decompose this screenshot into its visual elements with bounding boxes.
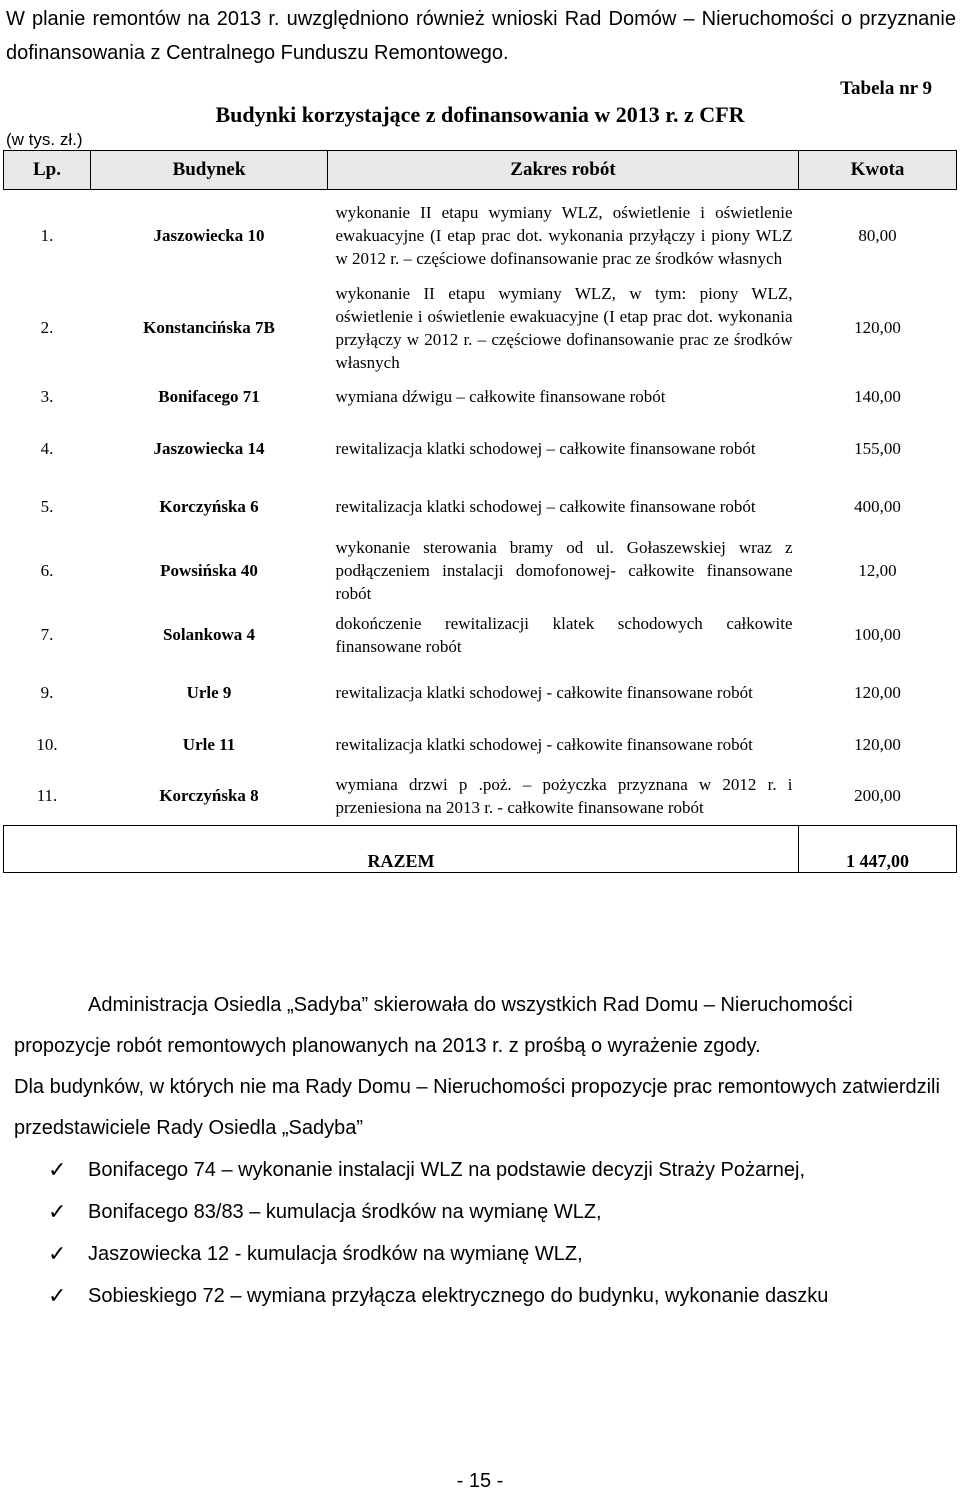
header-amount: Kwota — [799, 151, 957, 190]
total-label: RAZEM — [4, 826, 799, 873]
row-amount: 140,00 — [854, 386, 901, 406]
table-title: Budynki korzystające z dofinansowania w 2013 r. z CFR — [215, 102, 745, 127]
row-scope: rewitalizacja klatki schodowej - całkowite finansowane robót — [335, 735, 753, 754]
row-building: Urle 9 — [186, 682, 232, 702]
row-scope: rewitalizacja klatki schodowej - całkowite finansowane robót — [335, 683, 753, 702]
total-row — [4, 826, 957, 873]
row-lp: 7. — [40, 624, 54, 644]
row-scope: wymiana dźwigu – całkowite finansowane robót — [335, 387, 666, 406]
row-lp: 9. — [40, 682, 54, 702]
row-scope: dokończenie rewitalizacji klatek schodowych całkowite finansowane robót — [335, 613, 793, 656]
checklist-text: Bonifacego 83/83 – kumulacja środków na wymianę WLZ, — [88, 1201, 602, 1223]
row-building: Powsińska 40 — [160, 560, 258, 580]
checklist-text: Sobieskiego 72 – wymiana przyłącza elektrycznego do budynku, wykonanie daszku — [88, 1285, 829, 1307]
table-header-row — [4, 151, 957, 190]
row-lp: 6. — [40, 560, 54, 580]
row-lp: 1. — [40, 225, 54, 245]
table-row — [4, 478, 957, 536]
row-amount: 155,00 — [854, 438, 901, 458]
table-body — [4, 190, 957, 826]
row-building: Jaszowiecka 14 — [153, 438, 265, 458]
row-building: Korczyńska 8 — [159, 786, 259, 806]
row-building: Solankowa 4 — [162, 624, 256, 644]
row-amount: 12,00 — [858, 560, 897, 580]
row-scope: wykonanie sterowania bramy od ul. Gołaszewskiej wraz z podłączeniem instalacji domofonowej- całkowite finansowane robót — [335, 538, 793, 603]
paragraph-approval: Dla budynków, w których nie ma Rady Domu – Nieruchomości propozycje prac remontowych zatwierdzili przedstawiciele Rady Osiedla „Sadyba” — [14, 1076, 940, 1139]
row-amount: 80,00 — [858, 225, 897, 245]
unit-label: (w tys. zł.) — [6, 130, 83, 149]
table-row — [4, 606, 957, 664]
row-building: Korczyńska 6 — [159, 496, 259, 516]
paragraph-administration: Administracja Osiedla „Sadyba” skierowała do wszystkich Rad Domu – Nieruchomości propozycje robót remontowych planowanych na 2013 r. z prośbą o wyrażenie zgody. — [14, 994, 853, 1057]
row-scope: wykonanie II etapu wymiany WLZ, oświetlenie i oświetlenie ewakuacyjne (I etap prac dot. wykonania przyłączy i piony WLZ w 2012 r. – częściowe dofinansowanie prac ze środków własnych — [335, 203, 793, 269]
header-scope: Zakres robót — [328, 151, 799, 190]
table-row — [4, 190, 957, 282]
table-row — [4, 536, 957, 606]
row-building: Urle 11 — [182, 734, 236, 754]
check-icon: ✓ — [48, 1283, 67, 1308]
row-lp: 11. — [36, 786, 58, 806]
row-lp: 10. — [36, 734, 58, 754]
table-row — [4, 374, 957, 420]
row-scope: rewitalizacja klatki schodowej – całkowite finansowane robót — [335, 439, 756, 458]
row-amount: 120,00 — [854, 682, 901, 702]
check-icon: ✓ — [48, 1241, 67, 1266]
total-amount: 1 447,00 — [799, 826, 957, 873]
checklist — [14, 1149, 954, 1317]
row-lp: 3. — [40, 386, 54, 406]
checklist-item — [14, 1233, 954, 1275]
checklist-text: Jaszowiecka 12 - kumulacja środków na wymianę WLZ, — [88, 1243, 583, 1265]
checklist-item — [14, 1275, 954, 1317]
checklist-item — [14, 1191, 954, 1233]
funding-table — [3, 150, 957, 873]
table-row — [4, 420, 957, 478]
row-scope: rewitalizacja klatki schodowej – całkowite finansowane robót — [335, 497, 756, 516]
row-amount: 120,00 — [854, 317, 901, 337]
check-icon: ✓ — [48, 1157, 67, 1182]
row-building: Bonifacego 71 — [158, 386, 260, 406]
table-row — [4, 768, 957, 826]
after-table-text — [14, 985, 954, 1317]
row-scope: wykonanie II etapu wymiany WLZ, w tym: piony WLZ, oświetlenie i oświetlenie ewakuacyjne (I etap prac dot. wykonania przyłączy w 2012 r. – częściowe dofinansowanie prac ze środków własnych — [335, 283, 793, 372]
table-row — [4, 722, 957, 768]
intro-paragraph: W planie remontów na 2013 r. uwzględniono również wnioski Rad Domów – Nieruchomości o przyznanie dofinansowania z Centralnego Funduszu Remontowego. — [6, 8, 956, 64]
table-number: Tabela nr 9 — [840, 78, 932, 99]
row-amount: 400,00 — [854, 496, 901, 516]
header-building: Budynek — [91, 151, 328, 190]
row-scope: wymiana drzwi p .poż. – pożyczka przyznana w 2012 r. i przeniesiona na 2013 r. - całkowite finansowane robót — [335, 775, 793, 818]
header-lp: Lp. — [4, 151, 91, 190]
row-amount: 120,00 — [854, 734, 901, 754]
row-amount: 100,00 — [854, 624, 901, 644]
row-lp: 4. — [40, 438, 54, 458]
page-number: - 15 - — [456, 1470, 504, 1492]
checklist-text: Bonifacego 74 – wykonanie instalacji WLZ na podstawie decyzji Straży Pożarnej, — [88, 1159, 806, 1181]
table-row — [4, 664, 957, 722]
checklist-item — [14, 1149, 954, 1191]
row-lp: 2. — [40, 317, 54, 337]
row-amount: 200,00 — [854, 786, 901, 806]
check-icon: ✓ — [48, 1199, 67, 1224]
table-row — [4, 282, 957, 374]
row-lp: 5. — [40, 496, 54, 516]
row-building: Jaszowiecka 10 — [153, 225, 265, 245]
row-building: Konstancińska 7B — [143, 317, 275, 337]
